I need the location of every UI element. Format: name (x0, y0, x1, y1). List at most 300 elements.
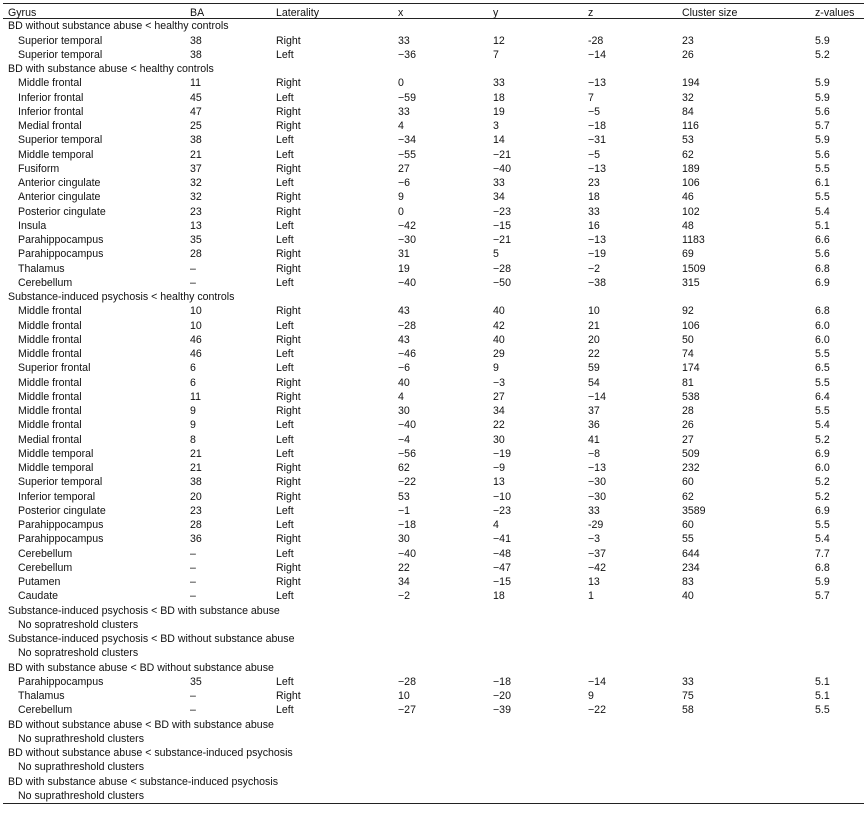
cell-ba: 13 (190, 219, 202, 232)
cell-y: −21 (493, 148, 511, 161)
cell-cluster-size: 60 (682, 476, 694, 489)
cell-laterality: Left (276, 704, 294, 717)
cell-z-value: 5.9 (815, 576, 830, 588)
cell-z-value: 5.2 (815, 490, 830, 503)
cell-laterality: Left (276, 362, 294, 375)
cell-cluster-size: 27 (682, 433, 694, 446)
table-row (3, 162, 864, 176)
cell-z-value: 7.7 (815, 547, 830, 560)
cell-laterality: Left (276, 48, 294, 61)
cell-z: 59 (588, 362, 600, 375)
cell-laterality: Left (276, 433, 294, 446)
cell-gyrus: Superior temporal (18, 48, 103, 61)
cell-z: 18 (588, 191, 600, 204)
cell-x: 10 (398, 690, 410, 702)
cell-y: 3 (493, 120, 499, 132)
cell-z: −31 (588, 134, 606, 147)
cell-y: −15 (493, 219, 511, 232)
cell-y: 29 (493, 348, 505, 360)
table-row (3, 190, 864, 204)
cell-y: −20 (493, 690, 511, 702)
cell-y: 42 (493, 319, 505, 332)
cell-x: 62 (398, 462, 410, 474)
cell-laterality: Left (276, 547, 294, 560)
cell-ba: 23 (190, 205, 202, 218)
cell-cluster-size: 40 (682, 590, 694, 603)
cell-gyrus: Fusiform (18, 162, 60, 175)
results-table (3, 3, 864, 804)
cell-cluster-size: 92 (682, 305, 694, 318)
cell-ba: 20 (190, 490, 202, 503)
cell-z: 1 (588, 590, 594, 603)
cell-z: −14 (588, 390, 606, 403)
section-note-text: No sopratreshold clusters (18, 647, 139, 660)
cell-cluster-size: 26 (682, 48, 694, 61)
cell-x: −28 (398, 675, 416, 688)
cell-z-value: 6.9 (815, 447, 830, 460)
cell-laterality: Right (276, 105, 301, 118)
table-row (3, 76, 864, 90)
cell-y: −18 (493, 675, 511, 688)
table-body (3, 19, 864, 803)
header-gyrus: Gyrus (8, 7, 37, 19)
cell-ba: 38 (190, 476, 202, 489)
cell-cluster-size: 69 (682, 248, 694, 261)
cell-x: −22 (398, 476, 416, 489)
cell-z: 16 (588, 219, 600, 232)
cell-z: −18 (588, 120, 606, 132)
table-row (3, 262, 864, 276)
cell-z-value: 5.9 (815, 91, 830, 104)
cell-gyrus: Inferior frontal (18, 105, 84, 118)
table-row (3, 575, 864, 589)
cell-z: −5 (588, 148, 601, 161)
table-row (3, 247, 864, 261)
header-x: x (398, 7, 404, 19)
cell-ba: 38 (190, 134, 202, 147)
cell-gyrus: Middle frontal (18, 348, 82, 360)
cell-z-value: 5.6 (815, 148, 830, 161)
table-header (3, 4, 864, 18)
cell-x: −36 (398, 48, 416, 61)
cell-z: 9 (588, 690, 594, 702)
table-row (3, 233, 864, 247)
section-title (3, 746, 864, 760)
section-title (3, 661, 864, 675)
cell-z-value: 6.8 (815, 305, 830, 318)
section-title-text: BD without substance abuse < healthy controls (8, 20, 229, 33)
cell-z-value: 5.1 (815, 690, 830, 702)
cell-gyrus: Middle temporal (18, 447, 94, 460)
section-title (3, 718, 864, 732)
cell-x: 43 (398, 305, 410, 318)
cell-gyrus: Middle frontal (18, 419, 82, 432)
cell-laterality: Left (276, 234, 294, 246)
cell-z-value: 6.0 (815, 462, 830, 474)
cell-gyrus: Parahippocampus (18, 248, 104, 261)
cell-y: −28 (493, 262, 511, 275)
section-title-text: BD with substance abuse < BD without substance abuse (8, 661, 274, 674)
cell-laterality: Right (276, 262, 301, 275)
cell-gyrus: Parahippocampus (18, 675, 104, 688)
cell-laterality: Right (276, 333, 301, 346)
cell-y: 40 (493, 305, 505, 318)
cell-ba: 23 (190, 504, 202, 517)
cell-y: 34 (493, 405, 505, 417)
cell-x: 27 (398, 162, 410, 175)
cell-ba: 6 (190, 362, 196, 375)
cell-cluster-size: 48 (682, 219, 694, 232)
cell-laterality: Left (276, 419, 294, 432)
cell-y: 19 (493, 105, 505, 118)
cell-laterality: Right (276, 248, 301, 261)
cell-laterality: Right (276, 462, 301, 474)
table-row (3, 105, 864, 119)
cell-laterality: Right (276, 390, 301, 403)
cell-ba: – (190, 276, 196, 289)
cell-z: -28 (588, 34, 604, 47)
cell-gyrus: Anterior cingulate (18, 191, 101, 204)
table-row (3, 361, 864, 375)
cell-ba: 28 (190, 248, 202, 261)
table-row (3, 91, 864, 105)
cell-cluster-size: 106 (682, 177, 700, 189)
cell-ba: 11 (190, 77, 201, 90)
cell-z: −13 (588, 462, 606, 474)
header-z-values: z-values (815, 7, 855, 19)
cell-z: −2 (588, 262, 601, 275)
table-row (3, 48, 864, 62)
cell-laterality: Left (276, 148, 294, 161)
cell-cluster-size: 538 (682, 390, 700, 403)
header-y: y (493, 7, 499, 19)
cell-laterality: Right (276, 77, 301, 90)
cell-x: 4 (398, 120, 404, 132)
cell-z-value: 6.4 (815, 390, 830, 403)
cell-gyrus: Cerebellum (18, 276, 73, 289)
cell-y: 27 (493, 390, 505, 403)
cell-ba: 37 (190, 162, 202, 175)
cell-ba: 45 (190, 91, 202, 104)
cell-z-value: 6.8 (815, 561, 830, 574)
section-title-text: Substance-induced psychosis < BD without substance abuse (8, 633, 295, 645)
cell-z-value: 5.9 (815, 77, 830, 90)
cell-cluster-size: 3589 (682, 504, 706, 517)
cell-y: 30 (493, 433, 505, 446)
cell-ba: 21 (190, 148, 202, 161)
cell-z-value: 5.2 (815, 48, 830, 61)
cell-gyrus: Posterior cingulate (18, 205, 106, 218)
cell-ba: 38 (190, 48, 202, 61)
cell-x: 4 (398, 390, 404, 403)
cell-ba: – (190, 547, 196, 560)
cell-laterality: Left (276, 590, 294, 603)
cell-x: 30 (398, 405, 410, 417)
cell-laterality: Left (276, 504, 294, 517)
cell-gyrus: Inferior frontal (18, 91, 84, 104)
cell-cluster-size: 106 (682, 319, 700, 332)
cell-x: −30 (398, 234, 416, 246)
cell-x: 31 (398, 248, 410, 261)
cell-gyrus: Caudate (18, 590, 59, 603)
cell-z: −13 (588, 77, 606, 90)
cell-gyrus: Superior temporal (18, 134, 103, 147)
cell-gyrus: Medial frontal (18, 120, 82, 132)
cell-z-value: 5.1 (815, 219, 830, 232)
cell-x: 0 (398, 205, 404, 218)
cell-cluster-size: 62 (682, 148, 694, 161)
cell-gyrus: Middle frontal (18, 405, 82, 417)
cell-z: 23 (588, 177, 600, 189)
cell-x: −6 (398, 177, 411, 189)
cell-z-value: 5.7 (815, 590, 830, 603)
cell-cluster-size: 174 (682, 362, 700, 375)
cell-y: −40 (493, 162, 511, 175)
cell-gyrus: Putamen (18, 576, 61, 588)
cell-cluster-size: 33 (682, 675, 694, 688)
cell-gyrus: Cerebellum (18, 561, 73, 574)
table-row (3, 490, 864, 504)
cell-y: 13 (493, 476, 505, 489)
table-row (3, 276, 864, 290)
cell-gyrus: Middle frontal (18, 390, 82, 403)
cell-laterality: Right (276, 476, 301, 489)
section-note (3, 789, 864, 803)
cell-gyrus: Superior temporal (18, 476, 103, 489)
cell-z-value: 5.5 (815, 519, 830, 531)
cell-z-value: 5.1 (815, 675, 830, 688)
section-note (3, 732, 864, 746)
cell-cluster-size: 74 (682, 348, 694, 360)
cell-cluster-size: 1183 (682, 234, 705, 246)
cell-x: 30 (398, 533, 410, 546)
cell-laterality: Left (276, 276, 294, 289)
cell-laterality: Left (276, 675, 294, 688)
cell-z-value: 6.1 (815, 177, 830, 189)
cell-laterality: Right (276, 376, 301, 389)
section-note (3, 618, 864, 632)
cell-z-value: 5.9 (815, 134, 830, 147)
cell-y: 14 (493, 134, 505, 147)
cell-x: −59 (398, 91, 416, 104)
header-ba: BA (190, 7, 205, 19)
table-row (3, 390, 864, 404)
cell-cluster-size: 60 (682, 519, 694, 531)
cell-z: 41 (588, 433, 600, 446)
cell-cluster-size: 75 (682, 690, 694, 702)
cell-y: −39 (493, 704, 511, 717)
cell-x: −34 (398, 134, 416, 147)
table-row (3, 504, 864, 518)
cell-z-value: 6.5 (815, 362, 830, 375)
cell-ba: – (190, 590, 196, 603)
cell-cluster-size: 234 (682, 561, 700, 574)
section-title-text: BD without substance abuse < substance-induced psychosis (8, 747, 293, 759)
cell-x: 9 (398, 191, 404, 204)
table-row (3, 561, 864, 575)
cell-cluster-size: 23 (682, 34, 694, 47)
cell-x: 22 (398, 561, 410, 574)
cell-ba: 8 (190, 433, 196, 446)
cell-gyrus: Parahippocampus (18, 533, 104, 546)
cell-z-value: 5.4 (815, 533, 830, 546)
cell-laterality: Left (276, 219, 294, 232)
cell-cluster-size: 84 (682, 105, 694, 118)
cell-z: −8 (588, 447, 601, 460)
cell-z: 36 (588, 419, 600, 432)
cell-x: −27 (398, 704, 416, 717)
table-row (3, 176, 864, 190)
table-row (3, 333, 864, 347)
cell-z-value: 5.5 (815, 348, 830, 360)
table-row (3, 433, 864, 447)
cell-x: −6 (398, 362, 411, 375)
cell-laterality: Left (276, 519, 294, 531)
cell-z-value: 5.5 (815, 405, 830, 417)
cell-laterality: Right (276, 576, 301, 588)
cell-gyrus: Thalamus (18, 262, 65, 275)
cell-gyrus: Middle temporal (18, 148, 94, 161)
cell-z-value: 6.0 (815, 319, 830, 332)
cell-gyrus: Cerebellum (18, 704, 73, 717)
cell-laterality: Left (276, 134, 294, 147)
cell-y: 12 (493, 34, 505, 47)
cell-x: −56 (398, 447, 416, 460)
cell-ba: 9 (190, 405, 196, 417)
table-row (3, 319, 864, 333)
cell-laterality: Left (276, 348, 294, 360)
cell-gyrus: Anterior cingulate (18, 177, 101, 189)
table-row (3, 675, 864, 689)
cell-ba: 46 (190, 348, 202, 360)
cell-ba: – (190, 576, 196, 588)
cell-cluster-size: 116 (682, 120, 699, 132)
cell-z: −42 (588, 561, 606, 574)
cell-z-value: 5.5 (815, 162, 830, 175)
cell-ba: 21 (190, 462, 202, 474)
cell-z: 20 (588, 333, 600, 346)
cell-cluster-size: 46 (682, 191, 694, 204)
cell-z: 10 (588, 305, 600, 318)
cell-x: 33 (398, 105, 410, 118)
section-note-text: No suprathreshold clusters (18, 761, 145, 774)
cell-x: −46 (398, 348, 416, 360)
table-row (3, 148, 864, 162)
cell-z-value: 5.5 (815, 376, 830, 389)
table-row (3, 418, 864, 432)
header-laterality: Laterality (276, 7, 319, 19)
table-row (3, 461, 864, 475)
cell-z-value: 5.4 (815, 419, 830, 432)
cell-y: −50 (493, 276, 511, 289)
cell-ba: 36 (190, 533, 202, 546)
cell-x: −1 (398, 504, 411, 517)
cell-y: −48 (493, 547, 511, 560)
cell-ba: 9 (190, 419, 196, 432)
cell-cluster-size: 189 (682, 162, 700, 175)
cell-ba: – (190, 704, 196, 717)
cell-x: 43 (398, 333, 410, 346)
cell-y: −47 (493, 561, 511, 574)
cell-gyrus: Middle frontal (18, 319, 82, 332)
cell-laterality: Right (276, 34, 301, 47)
cell-laterality: Left (276, 177, 294, 189)
cell-x: 40 (398, 376, 410, 389)
bottom-rule (3, 803, 864, 804)
cell-z-value: 5.4 (815, 205, 830, 218)
cell-cluster-size: 509 (682, 447, 700, 460)
cell-ba: 11 (190, 390, 201, 403)
cell-laterality: Right (276, 690, 301, 702)
cell-z-value: 5.6 (815, 105, 830, 118)
cell-ba: – (190, 262, 196, 275)
cell-z: −38 (588, 276, 606, 289)
cell-cluster-size: 81 (682, 376, 694, 389)
section-title (3, 604, 864, 618)
cell-ba: 10 (190, 305, 202, 318)
cell-cluster-size: 232 (682, 462, 700, 474)
cell-gyrus: Cerebellum (18, 547, 73, 560)
cell-z: 21 (588, 319, 600, 332)
table-row (3, 589, 864, 603)
cell-x: −4 (398, 433, 411, 446)
section-title-text: Substance-induced psychosis < BD with substance abuse (8, 604, 280, 617)
cell-y: 5 (493, 248, 499, 261)
cell-x: 33 (398, 34, 410, 47)
cell-gyrus: Middle temporal (18, 462, 94, 474)
cell-z: 22 (588, 348, 600, 360)
cell-ba: 35 (190, 675, 202, 688)
cell-x: −55 (398, 148, 416, 161)
section-title-text: BD without substance abuse < BD with substance abuse (8, 718, 274, 731)
section-title (3, 19, 864, 33)
cell-x: −40 (398, 547, 416, 560)
cell-z-value: 6.9 (815, 276, 830, 289)
cell-y: −10 (493, 490, 511, 503)
cell-y: 7 (493, 48, 499, 61)
cell-laterality: Right (276, 120, 301, 132)
cell-z-value: 6.6 (815, 234, 830, 246)
cell-ba: 38 (190, 34, 202, 47)
cell-z: −3 (588, 533, 601, 546)
cell-cluster-size: 315 (682, 276, 700, 289)
cell-cluster-size: 50 (682, 333, 694, 346)
section-note (3, 646, 864, 660)
cell-z: 33 (588, 205, 600, 218)
table-row (3, 205, 864, 219)
cell-x: −40 (398, 419, 416, 432)
cell-cluster-size: 83 (682, 576, 694, 588)
table-row (3, 518, 864, 532)
cell-z: −13 (588, 162, 606, 175)
cell-ba: 32 (190, 177, 202, 189)
section-title (3, 62, 864, 76)
cell-x: 19 (398, 262, 410, 275)
cell-y: −9 (493, 462, 506, 474)
cell-gyrus: Middle frontal (18, 376, 82, 389)
cell-x: −2 (398, 590, 411, 603)
cell-ba: 35 (190, 234, 202, 246)
section-note-text: No suprathreshold clusters (18, 789, 145, 802)
cell-z: −5 (588, 105, 601, 118)
cell-gyrus: Middle frontal (18, 305, 82, 318)
table-row (3, 703, 864, 717)
cell-cluster-size: 55 (682, 533, 694, 546)
cell-ba: 25 (190, 120, 202, 132)
cell-gyrus: Superior temporal (18, 34, 103, 47)
cell-laterality: Right (276, 205, 301, 218)
section-note (3, 760, 864, 774)
